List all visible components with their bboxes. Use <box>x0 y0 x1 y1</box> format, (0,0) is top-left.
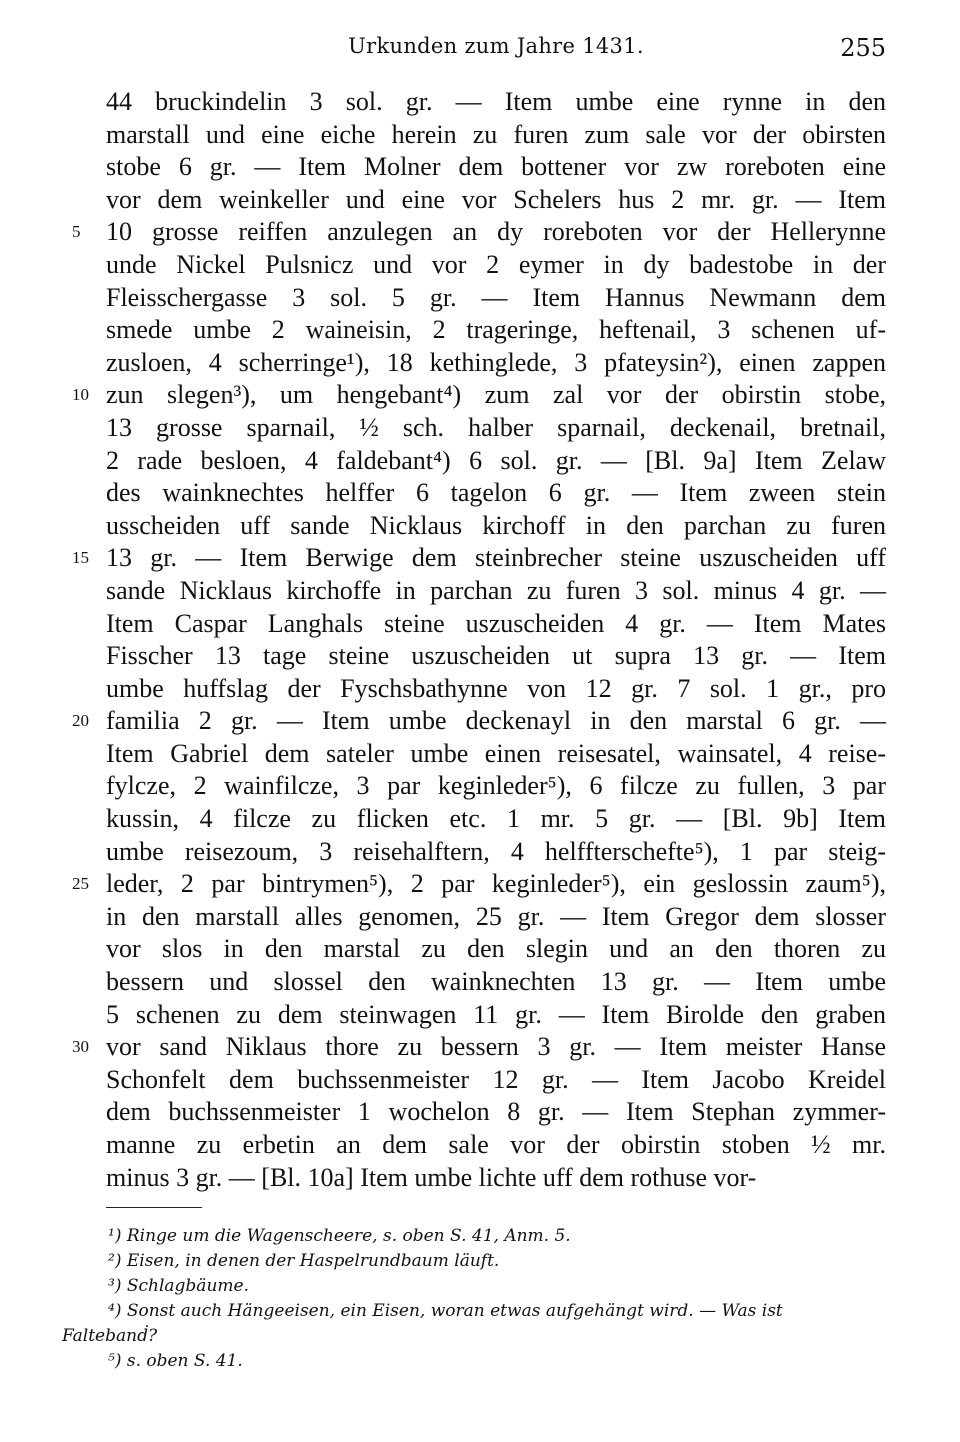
text-line <box>106 1096 886 1129</box>
line-text: usscheiden uff sande Nicklaus kirchoff in den parchan zu furen <box>106 510 886 540</box>
line-text: umbe reisezoum, 3 reisehalftern, 4 helffterschefte⁵), 1 par steig- <box>106 836 886 866</box>
text-line <box>106 86 886 119</box>
line-text: Item Caspar Langhals steine uszuscheiden 4 gr. — Item Mates <box>106 608 886 638</box>
text-line <box>106 151 886 184</box>
line-text: marstall und eine eiche herein zu furen zum sale vor der obirsten <box>106 119 886 149</box>
text-line <box>106 901 886 934</box>
text-line <box>72 216 886 249</box>
text-line <box>106 673 886 706</box>
text-line <box>106 412 886 445</box>
text-line <box>106 282 886 315</box>
line-text: minus 3 gr. — [Bl. 10a] Item umbe lichte uff dem rothuse vor- <box>106 1162 757 1192</box>
text-line <box>72 868 886 901</box>
text-line <box>72 705 886 738</box>
footnote: ¹) Ringe um die Wagenscheere, s. oben S. 41, Anm. 5. <box>108 1226 571 1246</box>
text-line <box>106 477 886 510</box>
text-line <box>72 542 886 575</box>
text-line <box>106 836 886 869</box>
text-line <box>106 1064 886 1097</box>
line-text: manne zu erbetin an dem sale vor der obirstin stoben ½ mr. <box>106 1130 886 1159</box>
footnote: Faltebanḋ? <box>62 1326 158 1346</box>
line-text: vor slos in den marstal zu den slegin und an den thoren zu <box>106 934 886 964</box>
footnote: ²) Eisen, in denen der Haspelrundbaum läuft. <box>108 1251 500 1271</box>
text-line <box>106 966 886 999</box>
line-text: familia 2 gr. — Item umbe deckenayl in den marstal 6 gr. — <box>106 706 886 736</box>
text-line <box>106 184 886 217</box>
line-text: umbe huffslag der Fyschsbathynne von 12 gr. 7 sol. 1 gr., pro <box>106 673 886 703</box>
body-text <box>72 86 886 1194</box>
line-text: bessern und slossel den wainknechten 13 gr. — Item umbe <box>106 967 886 997</box>
text-line <box>106 445 886 478</box>
line-text: sande Nicklaus kirchoffe in parchan zu furen 3 sol. minus 4 gr. — <box>106 575 886 605</box>
line-text: Schonfelt dem buchssenmeister 12 gr. — Item Jacobo Kreidel <box>106 1064 886 1094</box>
text-line <box>106 803 886 836</box>
line-text: in den marstall alles genomen, 25 gr. — Item Gregor dem slosser <box>106 901 886 931</box>
line-text: kussin, 4 filcze zu flicken etc. 1 mr. 5 gr. — [Bl. 9b] Item <box>106 804 886 834</box>
text-line <box>106 314 886 347</box>
line-number: 10 <box>72 385 89 405</box>
line-text: 2 rade besloen, 4 faldebant⁴) 6 sol. gr. — [Bl. 9a] Item Zelaw <box>106 445 886 475</box>
text-line <box>106 608 886 641</box>
line-text: Fleisschergasse 3 sol. 5 gr. — Item Hannus Newmann dem <box>106 282 886 312</box>
line-text: leder, 2 par bintrymen⁵), 2 par keginleder⁵), ein geslossin zaum⁵), <box>106 869 886 899</box>
footnote-rule <box>106 1207 202 1208</box>
line-number: 20 <box>72 711 89 731</box>
line-text: Fisscher 13 tage steine uszuscheiden ut supra 13 gr. — Item <box>106 641 886 671</box>
line-text: 44 bruckindelin 3 sol. gr. — Item umbe eine rynne in den <box>106 87 886 116</box>
line-number: 25 <box>72 874 89 894</box>
text-line <box>106 1129 886 1162</box>
text-line <box>106 119 886 152</box>
page-number: 255 <box>840 34 886 62</box>
text-line <box>106 1162 886 1195</box>
line-text: Item Gabriel dem sateler umbe einen reisesatel, wainsatel, 4 reise- <box>106 738 886 768</box>
running-header <box>106 34 886 64</box>
line-text: 10 grosse reiffen anzulegen an dy roreboten vor der Hellerynne <box>106 217 886 247</box>
line-text: smede umbe 2 waineisin, 2 trageringe, heftenail, 3 schenen uf- <box>106 315 886 345</box>
line-text: stobe 6 gr. — Item Molner dem bottener vor zw roreboten eine <box>106 152 886 182</box>
line-text: zusloen, 4 scherringe¹), 18 kethinglede, 3 pfateysin²), einen zappen <box>106 347 886 377</box>
header-title: Urkunden zum Jahre 1431. <box>348 34 644 58</box>
text-line <box>106 770 886 803</box>
text-line <box>106 933 886 966</box>
text-line <box>106 575 886 608</box>
text-line <box>106 738 886 771</box>
line-text: vor dem weinkeller und eine vor Schelers hus 2 mr. gr. — Item <box>106 184 886 214</box>
text-line <box>106 510 886 543</box>
line-text: fylcze, 2 wainfilcze, 3 par keginleder⁵), 6 filcze zu fullen, 3 par <box>106 771 886 801</box>
line-text: 13 gr. — Item Berwige dem steinbrecher steine uszuscheiden uff <box>106 543 886 573</box>
line-number: 15 <box>72 548 89 568</box>
line-text: zun slegen³), um hengebant⁴) zum zal vor der obirstin stobe, <box>106 380 886 410</box>
footnotes <box>62 1224 892 1374</box>
line-number: 5 <box>72 222 81 242</box>
text-line <box>106 999 886 1032</box>
text-line <box>72 379 886 412</box>
text-line <box>106 640 886 673</box>
line-text: 5 schenen zu dem steinwagen 11 gr. — Item Birolde den graben <box>106 999 886 1029</box>
line-text: unde Nickel Pulsnicz und vor 2 eymer in dy badestobe in der <box>106 249 886 279</box>
text-line <box>106 347 886 380</box>
line-text: des wainknechtes helffer 6 tagelon 6 gr. — Item zween stein <box>106 478 886 508</box>
text-line <box>106 249 886 282</box>
line-text: vor sand Niklaus thore zu bessern 3 gr. — Item meister Hanse <box>106 1032 886 1062</box>
footnote: ³) Schlagbäume. <box>108 1276 249 1296</box>
line-text: 13 grosse sparnail, ½ sch. halber sparnail, deckenail, bretnail, <box>106 412 886 442</box>
line-text: dem buchssenmeister 1 wochelon 8 gr. — Item Stephan zymmer- <box>106 1097 886 1127</box>
footnote: ⁴) Sonst auch Hängeeisen, ein Eisen, woran etwas aufgehängt wird. — Was ist <box>108 1301 783 1321</box>
footnote: ⁵) s. oben S. 41. <box>108 1351 243 1371</box>
text-line <box>72 1031 886 1064</box>
line-number: 30 <box>72 1037 89 1057</box>
